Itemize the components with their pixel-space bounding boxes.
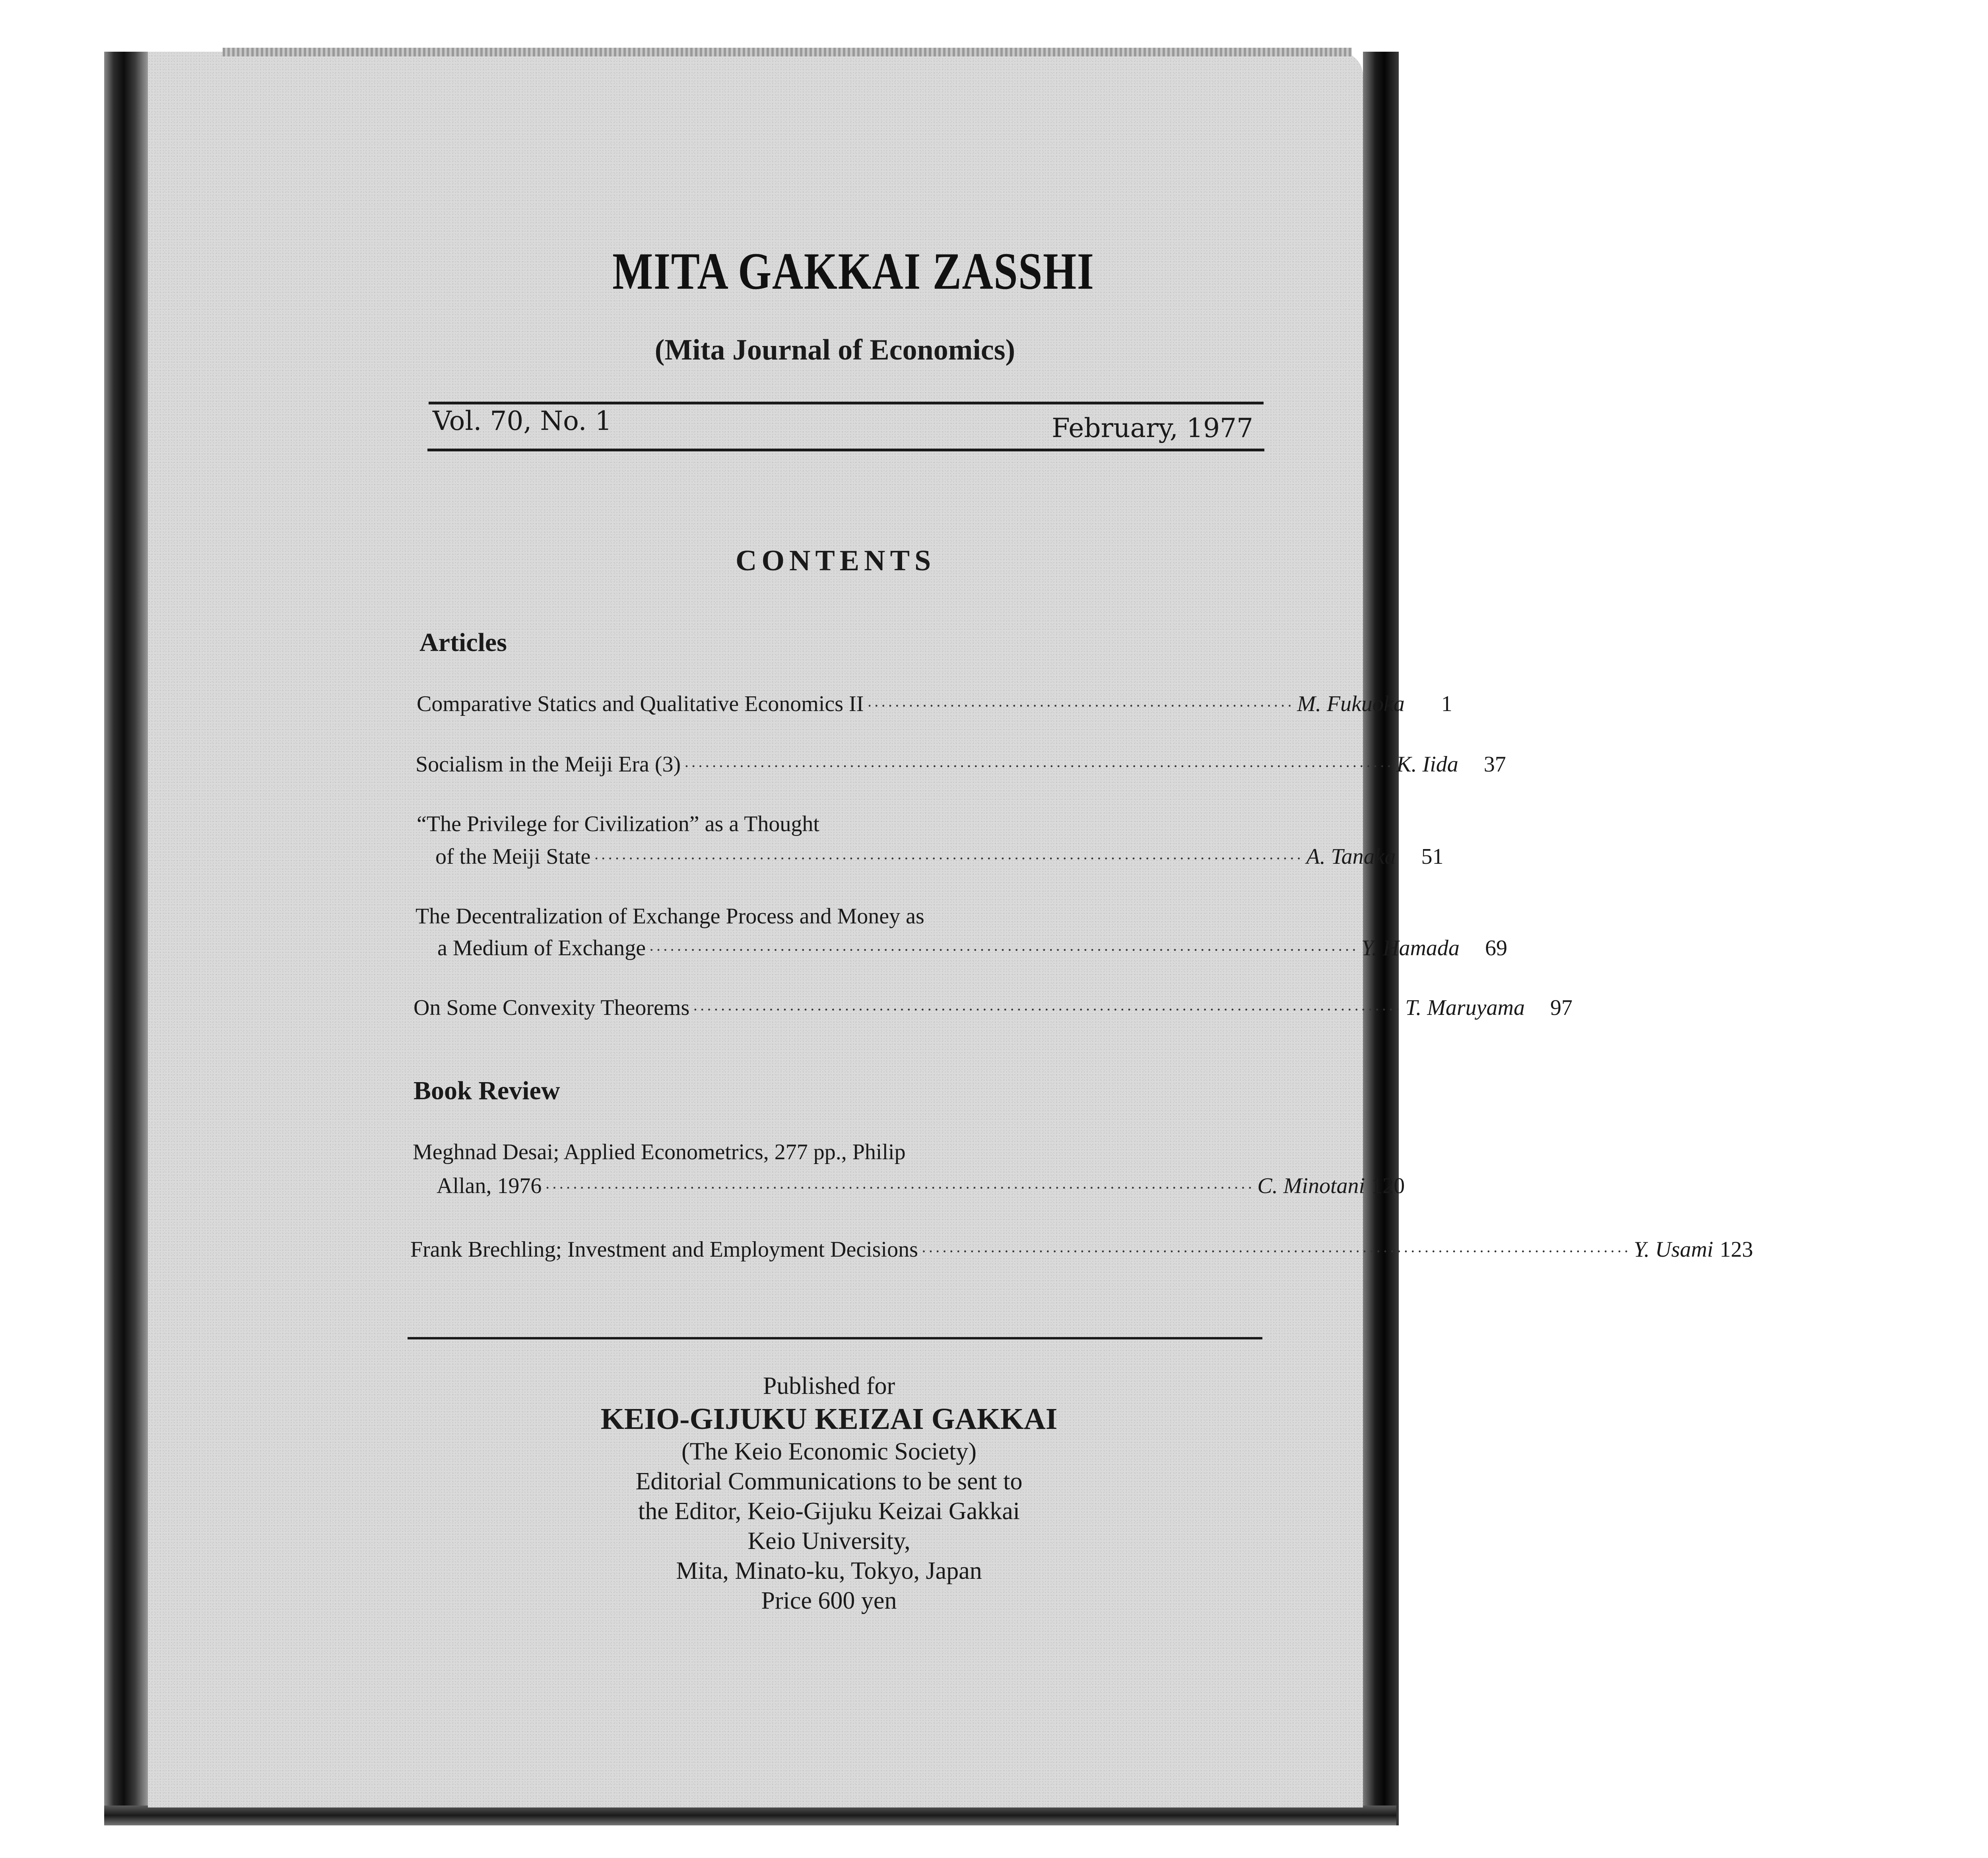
entry-title: Frank Brechling; Investment and Employment Decisions [410,1237,918,1262]
entry-author: T. Maruyama [1405,995,1525,1020]
rule-top [429,402,1264,404]
toc-entry [415,752,1506,777]
page-top-edge [223,48,1352,56]
entry-author: M. Fukuoka [1297,692,1405,716]
entry-page: 123 [1720,1237,1753,1262]
entry-title: Allan, 1976 [437,1174,542,1198]
leader-dots: ······································································································· [545,1179,1254,1197]
entry-author: K. Iida [1396,752,1458,777]
entry-author: Y. Usami [1633,1237,1714,1262]
page-bottom-edge [104,1806,1396,1825]
entry-title: Socialism in the Meiji Era (3) [415,752,681,777]
entry-page: 51 [1421,844,1444,869]
address-line: the Editor, Keio-Gijuku Keizai Gakkai [638,1498,1020,1525]
leader-dots: ······································································································· [684,757,1394,775]
society-english-name: (The Keio Economic Society) [681,1438,977,1465]
entry-author: A. Tanaka [1306,844,1396,869]
toc-entry [417,691,1452,717]
leader-dots: ······························································ [867,697,1294,715]
toc-entry [414,995,1573,1020]
entry-page: 97 [1550,995,1573,1020]
entry-title: Comparative Statics and Qualitative Economics II [417,692,864,716]
entry-title-line: The Decentralization of Exchange Process and Money as [415,904,924,929]
entry-author: Y. Hamada [1361,936,1460,960]
address-line: Editorial Communications to be sent to [635,1468,1023,1495]
entry-title: On Some Convexity Theorems [414,995,690,1020]
toc-entry [410,1237,1753,1262]
toc-entry [437,935,1507,961]
rule-bottom [427,449,1264,451]
rule-footer [408,1337,1262,1339]
toc-entry [435,844,1444,869]
address-line: Mita, Minato-ku, Tokyo, Japan [676,1557,982,1584]
journal-subtitle: (Mita Journal of Economics) [654,334,1015,366]
articles-heading: Articles [419,628,507,657]
entry-title-line: Meghnad Desai; Applied Econometrics, 277 pp., Philip [413,1140,906,1164]
toc-entry [437,1173,1405,1199]
entry-title-line: “The Privilege for Civilization” as a Thought [417,812,819,836]
price: Price 600 yen [761,1587,897,1614]
volume-number: Vol. 70, No. 1 [433,406,612,436]
entry-page: 1 [1441,692,1452,716]
leader-dots: ······································································································· [649,941,1359,959]
address-line: Keio University, [747,1528,911,1555]
entry-page: 120 [1371,1174,1405,1198]
entry-title: a Medium of Exchange [437,936,646,960]
contents-heading: CONTENTS [736,544,936,577]
leader-dots: ······································································································· [921,1242,1631,1260]
entry-title: of the Meiji State [435,844,591,869]
published-for: Published for [763,1372,895,1399]
entry-page: 37 [1483,752,1506,777]
entry-page: 69 [1485,936,1507,960]
issue-date: February, 1977 [1052,413,1253,443]
leader-dots: ······································································································· [594,849,1303,867]
journal-title: MITA GAKKAI ZASSHI [612,242,1095,300]
scan-specks [1400,40,1988,1829]
society-name: KEIO-GIJUKU KEIZAI GAKKAI [600,1402,1058,1436]
entry-author: C. Minotani [1257,1174,1365,1198]
book-review-heading: Book Review [414,1076,560,1105]
leader-dots: ······································································································· [693,1001,1402,1018]
